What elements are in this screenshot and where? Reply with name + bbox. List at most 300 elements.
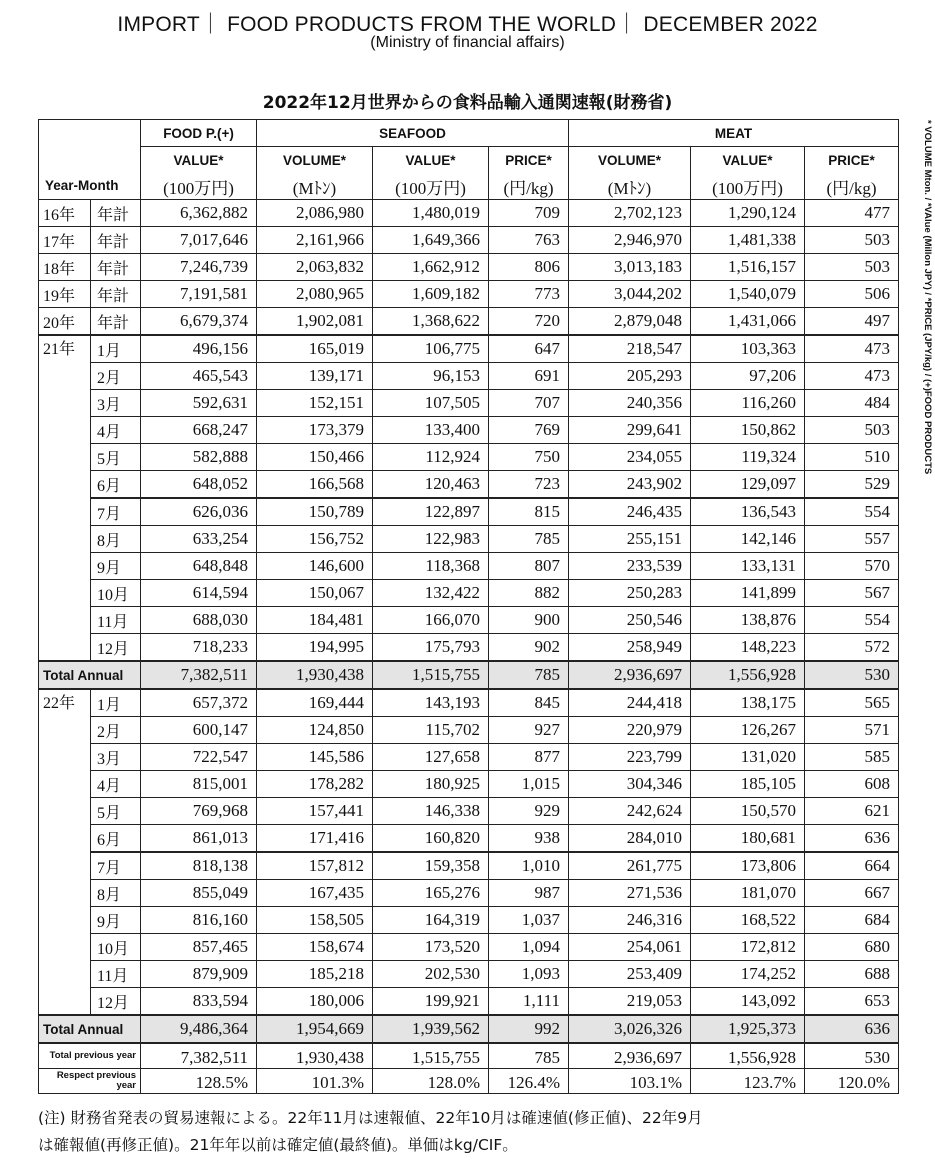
table-cell: 567 xyxy=(805,580,899,607)
table-cell: 1,649,366 xyxy=(373,227,489,254)
table-cell: 1,902,081 xyxy=(257,308,373,336)
table-cell: 304,346 xyxy=(569,771,691,798)
table-cell: 688 xyxy=(805,961,899,988)
month-label: 6月 xyxy=(91,825,141,853)
table-cell: 159,358 xyxy=(373,852,489,880)
table-cell: 1,481,338 xyxy=(691,227,805,254)
table-cell: 992 xyxy=(489,1015,569,1043)
table-cell: 180,006 xyxy=(257,988,373,1016)
table-cell: 530 xyxy=(805,661,899,689)
table-cell: 1,515,755 xyxy=(373,661,489,689)
table-cell: 219,053 xyxy=(569,988,691,1016)
table-cell: 2,936,697 xyxy=(569,1043,691,1069)
table-cell: 133,131 xyxy=(691,553,805,580)
table-cell: 146,338 xyxy=(373,798,489,825)
table-cell: 477 xyxy=(805,200,899,227)
table-cell: 900 xyxy=(489,607,569,634)
table-cell: 554 xyxy=(805,607,899,634)
month-row xyxy=(39,988,899,1016)
table-cell: 185,105 xyxy=(691,771,805,798)
month-label: 9月 xyxy=(91,553,141,580)
table-cell: 107,505 xyxy=(373,390,489,417)
month-row xyxy=(39,363,899,390)
table-cell: 473 xyxy=(805,335,899,363)
table-cell: 600,147 xyxy=(141,717,257,744)
table-cell: 2,080,965 xyxy=(257,281,373,308)
table-cell: 2,702,123 xyxy=(569,200,691,227)
table-cell: 126.4% xyxy=(489,1069,569,1094)
month-label: 5月 xyxy=(91,798,141,825)
table-cell: 1,556,928 xyxy=(691,661,805,689)
table-cell: 1,930,438 xyxy=(257,1043,373,1069)
month-row xyxy=(39,961,899,988)
table-cell: 160,820 xyxy=(373,825,489,853)
table-cell: 118,368 xyxy=(373,553,489,580)
unit-label: (Mﾄﾝ) xyxy=(257,173,373,200)
table-cell: 1,010 xyxy=(489,852,569,880)
table-cell: 530 xyxy=(805,1043,899,1069)
month-row xyxy=(39,553,899,580)
total-annual-row xyxy=(39,661,899,689)
table-cell: 127,658 xyxy=(373,744,489,771)
table-cell: 172,812 xyxy=(691,934,805,961)
month-row xyxy=(39,771,899,798)
footnote-line: は確報値(再修正値)。21年年以前は確定値(最終値)。単価はkg/CIF。 xyxy=(38,1136,518,1154)
table-cell: 648,848 xyxy=(141,553,257,580)
table-cell: 136,543 xyxy=(691,498,805,526)
table-cell: 123.7% xyxy=(691,1069,805,1094)
table-cell: 223,799 xyxy=(569,744,691,771)
table-cell: 1,368,622 xyxy=(373,308,489,336)
month-label: 3月 xyxy=(91,390,141,417)
table-cell: 126,267 xyxy=(691,717,805,744)
table-cell: 785 xyxy=(489,526,569,553)
table-cell: 3,026,326 xyxy=(569,1015,691,1043)
table-cell: 3,013,183 xyxy=(569,254,691,281)
table-cell: 122,983 xyxy=(373,526,489,553)
month-row xyxy=(39,335,899,363)
column-header: PRICE* xyxy=(489,147,569,174)
table-cell: 112,924 xyxy=(373,444,489,471)
month-label: 3月 xyxy=(91,744,141,771)
table-cell: 173,806 xyxy=(691,852,805,880)
month-label: 2月 xyxy=(91,363,141,390)
table-cell: 167,435 xyxy=(257,880,373,907)
table-cell: 529 xyxy=(805,471,899,499)
column-header: PRICE* xyxy=(805,147,899,174)
table-cell: 141,899 xyxy=(691,580,805,607)
table-cell: 614,594 xyxy=(141,580,257,607)
table-cell: 785 xyxy=(489,1043,569,1069)
month-label: 12月 xyxy=(91,988,141,1016)
respect-previous-year-row xyxy=(39,1069,899,1094)
month-label: 1月 xyxy=(91,689,141,717)
table-cell: 608 xyxy=(805,771,899,798)
month-label: 10月 xyxy=(91,934,141,961)
table-cell: 769,968 xyxy=(141,798,257,825)
total-label: Total Annual xyxy=(39,1015,141,1043)
table-cell: 7,246,739 xyxy=(141,254,257,281)
table-cell: 684 xyxy=(805,907,899,934)
group-header-food: FOOD P.(+) xyxy=(141,120,257,147)
month-row xyxy=(39,634,899,662)
table-cell: 202,530 xyxy=(373,961,489,988)
month-row xyxy=(39,444,899,471)
table-cell: 131,020 xyxy=(691,744,805,771)
table-cell: 166,070 xyxy=(373,607,489,634)
year-month-header: Year-Month xyxy=(39,120,141,200)
table-cell: 571 xyxy=(805,717,899,744)
table-cell: 668,247 xyxy=(141,417,257,444)
footnote-line: (注) 財務省発表の貿易速報による。22年11月は速報値、22年10月は確速値(修正値)、22年9月 xyxy=(38,1109,703,1127)
year-label: 21年 xyxy=(39,335,91,661)
table-cell: 857,465 xyxy=(141,934,257,961)
total-label: Total Annual xyxy=(39,661,141,689)
table-cell: 148,223 xyxy=(691,634,805,662)
table-cell: 927 xyxy=(489,717,569,744)
year-label: 20年 xyxy=(39,308,91,336)
table-cell: 845 xyxy=(489,689,569,717)
table-cell: 1,609,182 xyxy=(373,281,489,308)
group-header-seafood: SEAFOOD xyxy=(257,120,569,147)
table-cell: 205,293 xyxy=(569,363,691,390)
table-cell: 882 xyxy=(489,580,569,607)
table-cell: 1,954,669 xyxy=(257,1015,373,1043)
month-label: 7月 xyxy=(91,852,141,880)
table-cell: 240,356 xyxy=(569,390,691,417)
table-cell: 128.0% xyxy=(373,1069,489,1094)
table-cell: 243,902 xyxy=(569,471,691,499)
table-cell: 1,515,755 xyxy=(373,1043,489,1069)
table-cell: 115,702 xyxy=(373,717,489,744)
document-title: 2022年12月世界からの食料品輸入通関速報(財務省) xyxy=(262,93,673,113)
table-cell: 680 xyxy=(805,934,899,961)
table-cell: 6,362,882 xyxy=(141,200,257,227)
table-cell: 103.1% xyxy=(569,1069,691,1094)
table-cell: 1,556,928 xyxy=(691,1043,805,1069)
table-cell: 96,153 xyxy=(373,363,489,390)
month-row xyxy=(39,717,899,744)
table-cell: 242,624 xyxy=(569,798,691,825)
table-cell: 2,946,970 xyxy=(569,227,691,254)
group-header-meat: MEAT xyxy=(569,120,899,147)
table-cell: 497 xyxy=(805,308,899,336)
table-cell: 688,030 xyxy=(141,607,257,634)
table-cell: 2,936,697 xyxy=(569,661,691,689)
table-cell: 815,001 xyxy=(141,771,257,798)
month-row xyxy=(39,498,899,526)
table-cell: 636 xyxy=(805,1015,899,1043)
table-cell: 173,520 xyxy=(373,934,489,961)
table-cell: 218,547 xyxy=(569,335,691,363)
month-row xyxy=(39,880,899,907)
table-cell: 1,015 xyxy=(489,771,569,798)
table-cell: 657,372 xyxy=(141,689,257,717)
table-cell: 3,044,202 xyxy=(569,281,691,308)
table-cell: 557 xyxy=(805,526,899,553)
table-cell: 861,013 xyxy=(141,825,257,853)
table-cell: 250,546 xyxy=(569,607,691,634)
table-cell: 254,061 xyxy=(569,934,691,961)
table-cell: 879,909 xyxy=(141,961,257,988)
annual-row xyxy=(39,281,899,308)
table-cell: 2,879,048 xyxy=(569,308,691,336)
table-cell: 565 xyxy=(805,689,899,717)
table-cell: 152,151 xyxy=(257,390,373,417)
year-label: 19年 xyxy=(39,281,91,308)
table-cell: 877 xyxy=(489,744,569,771)
table-cell: 570 xyxy=(805,553,899,580)
table-cell: 718,233 xyxy=(141,634,257,662)
table-cell: 165,276 xyxy=(373,880,489,907)
table-cell: 143,193 xyxy=(373,689,489,717)
month-row xyxy=(39,798,899,825)
table-cell: 156,752 xyxy=(257,526,373,553)
table-cell: 806 xyxy=(489,254,569,281)
table-cell: 2,063,832 xyxy=(257,254,373,281)
month-label: 5月 xyxy=(91,444,141,471)
table-cell: 150,862 xyxy=(691,417,805,444)
month-row xyxy=(39,852,899,880)
table-cell: 129,097 xyxy=(691,471,805,499)
unit-label: (Mﾄﾝ) xyxy=(569,173,691,200)
annual-row xyxy=(39,308,899,336)
table-cell: 855,049 xyxy=(141,880,257,907)
table-cell: 120,463 xyxy=(373,471,489,499)
month-label: 1月 xyxy=(91,335,141,363)
year-label: 17年 xyxy=(39,227,91,254)
table-cell: 465,543 xyxy=(141,363,257,390)
table-cell: 7,382,511 xyxy=(141,661,257,689)
table-cell: 194,995 xyxy=(257,634,373,662)
table-cell: 164,319 xyxy=(373,907,489,934)
table-cell: 653 xyxy=(805,988,899,1016)
table-cell: 124,850 xyxy=(257,717,373,744)
month-row xyxy=(39,744,899,771)
table-cell: 139,171 xyxy=(257,363,373,390)
table-cell: 554 xyxy=(805,498,899,526)
table-cell: 929 xyxy=(489,798,569,825)
table-cell: 664 xyxy=(805,852,899,880)
table-cell: 723 xyxy=(489,471,569,499)
table-cell: 250,283 xyxy=(569,580,691,607)
table-cell: 169,444 xyxy=(257,689,373,717)
table-cell: 7,382,511 xyxy=(141,1043,257,1069)
table-cell: 150,466 xyxy=(257,444,373,471)
table-cell: 6,679,374 xyxy=(141,308,257,336)
table-cell: 150,067 xyxy=(257,580,373,607)
table-cell: 234,055 xyxy=(569,444,691,471)
table-cell: 97,206 xyxy=(691,363,805,390)
column-header: VALUE* xyxy=(373,147,489,174)
table-cell: 2,086,980 xyxy=(257,200,373,227)
table-cell: 1,662,912 xyxy=(373,254,489,281)
table-cell: 142,146 xyxy=(691,526,805,553)
month-row xyxy=(39,607,899,634)
month-label: 2月 xyxy=(91,717,141,744)
month-label: 6月 xyxy=(91,471,141,499)
table-cell: 818,138 xyxy=(141,852,257,880)
table-cell: 166,568 xyxy=(257,471,373,499)
column-header: VALUE* xyxy=(141,147,257,174)
table-cell: 1,431,066 xyxy=(691,308,805,336)
table-cell: 707 xyxy=(489,390,569,417)
table-cell: 143,092 xyxy=(691,988,805,1016)
table-cell: 816,160 xyxy=(141,907,257,934)
table-cell: 220,979 xyxy=(569,717,691,744)
month-row xyxy=(39,471,899,499)
table-cell: 648,052 xyxy=(141,471,257,499)
year-label: 22年 xyxy=(39,689,91,1015)
table-cell: 592,631 xyxy=(141,390,257,417)
table-cell: 120.0% xyxy=(805,1069,899,1094)
row-label: 年計 xyxy=(91,227,141,254)
table-cell: 119,324 xyxy=(691,444,805,471)
month-row xyxy=(39,417,899,444)
annual-row xyxy=(39,200,899,227)
month-row xyxy=(39,526,899,553)
month-row xyxy=(39,907,899,934)
table-cell: 987 xyxy=(489,880,569,907)
month-row xyxy=(39,825,899,853)
unit-label: (円/kg) xyxy=(489,173,569,200)
table-cell: 503 xyxy=(805,254,899,281)
table-cell: 1,290,124 xyxy=(691,200,805,227)
table-cell: 1,111 xyxy=(489,988,569,1016)
table-cell: 175,793 xyxy=(373,634,489,662)
table-cell: 902 xyxy=(489,634,569,662)
table-cell: 626,036 xyxy=(141,498,257,526)
table-cell: 503 xyxy=(805,417,899,444)
table-cell: 815 xyxy=(489,498,569,526)
table-cell: 769 xyxy=(489,417,569,444)
table-cell: 185,218 xyxy=(257,961,373,988)
table-cell: 150,570 xyxy=(691,798,805,825)
column-header: VALUE* xyxy=(691,147,805,174)
table-cell: 299,641 xyxy=(569,417,691,444)
table-cell: 132,422 xyxy=(373,580,489,607)
table-cell: 168,522 xyxy=(691,907,805,934)
month-label: 4月 xyxy=(91,417,141,444)
total-annual-row xyxy=(39,1015,899,1043)
table-cell: 181,070 xyxy=(691,880,805,907)
table-cell: 1,480,019 xyxy=(373,200,489,227)
table-cell: 146,600 xyxy=(257,553,373,580)
month-label: 4月 xyxy=(91,771,141,798)
table-cell: 2,161,966 xyxy=(257,227,373,254)
table-cell: 833,594 xyxy=(141,988,257,1016)
month-label: 8月 xyxy=(91,880,141,907)
table-cell: 582,888 xyxy=(141,444,257,471)
table-cell: 138,876 xyxy=(691,607,805,634)
row-label: 年計 xyxy=(91,254,141,281)
table-cell: 9,486,364 xyxy=(141,1015,257,1043)
table-cell: 572 xyxy=(805,634,899,662)
table-cell: 1,516,157 xyxy=(691,254,805,281)
month-row xyxy=(39,580,899,607)
table-cell: 722,547 xyxy=(141,744,257,771)
table-cell: 1,930,438 xyxy=(257,661,373,689)
table-cell: 165,019 xyxy=(257,335,373,363)
table-cell: 636 xyxy=(805,825,899,853)
unit-label: (100万円) xyxy=(141,173,257,200)
table-cell: 585 xyxy=(805,744,899,771)
table-cell: 720 xyxy=(489,308,569,336)
table-cell: 106,775 xyxy=(373,335,489,363)
annual-row xyxy=(39,227,899,254)
table-cell: 938 xyxy=(489,825,569,853)
year-label: 18年 xyxy=(39,254,91,281)
table-cell: 138,175 xyxy=(691,689,805,717)
import-statistics-table xyxy=(38,119,899,1094)
table-cell: 1,093 xyxy=(489,961,569,988)
table-cell: 1,037 xyxy=(489,907,569,934)
table-cell: 255,151 xyxy=(569,526,691,553)
row-label: 年計 xyxy=(91,308,141,336)
month-row xyxy=(39,934,899,961)
table-cell: 506 xyxy=(805,281,899,308)
table-cell: 122,897 xyxy=(373,498,489,526)
table-cell: 180,681 xyxy=(691,825,805,853)
table-cell: 7,191,581 xyxy=(141,281,257,308)
table-cell: 103,363 xyxy=(691,335,805,363)
table-cell: 1,540,079 xyxy=(691,281,805,308)
table-cell: 709 xyxy=(489,200,569,227)
month-label: 11月 xyxy=(91,607,141,634)
table-cell: 1,094 xyxy=(489,934,569,961)
row-label: Respect previous year xyxy=(39,1069,141,1094)
table-cell: 150,789 xyxy=(257,498,373,526)
table-cell: 271,536 xyxy=(569,880,691,907)
table-cell: 807 xyxy=(489,553,569,580)
table-cell: 246,316 xyxy=(569,907,691,934)
month-label: 11月 xyxy=(91,961,141,988)
table-cell: 763 xyxy=(489,227,569,254)
column-header: VOLUME* xyxy=(257,147,373,174)
column-header: VOLUME* xyxy=(569,147,691,174)
table-cell: 1,925,373 xyxy=(691,1015,805,1043)
table-cell: 750 xyxy=(489,444,569,471)
month-label: 9月 xyxy=(91,907,141,934)
table-cell: 174,252 xyxy=(691,961,805,988)
table-cell: 503 xyxy=(805,227,899,254)
table-cell: 128.5% xyxy=(141,1069,257,1094)
month-label: 8月 xyxy=(91,526,141,553)
table-cell: 785 xyxy=(489,661,569,689)
table-cell: 647 xyxy=(489,335,569,363)
table-cell: 473 xyxy=(805,363,899,390)
month-label: 12月 xyxy=(91,634,141,662)
month-label: 10月 xyxy=(91,580,141,607)
month-label: 7月 xyxy=(91,498,141,526)
table-cell: 199,921 xyxy=(373,988,489,1016)
month-row xyxy=(39,390,899,417)
unit-label: (100万円) xyxy=(373,173,489,200)
table-cell: 258,949 xyxy=(569,634,691,662)
table-cell: 1,939,562 xyxy=(373,1015,489,1043)
table-cell: 171,416 xyxy=(257,825,373,853)
year-label: 16年 xyxy=(39,200,91,227)
unit-label: (円/kg) xyxy=(805,173,899,200)
table-cell: 157,441 xyxy=(257,798,373,825)
table-cell: 158,674 xyxy=(257,934,373,961)
table-cell: 178,282 xyxy=(257,771,373,798)
table-cell: 233,539 xyxy=(569,553,691,580)
table-cell: 496,156 xyxy=(141,335,257,363)
table-cell: 253,409 xyxy=(569,961,691,988)
table-cell: 484 xyxy=(805,390,899,417)
table-cell: 691 xyxy=(489,363,569,390)
